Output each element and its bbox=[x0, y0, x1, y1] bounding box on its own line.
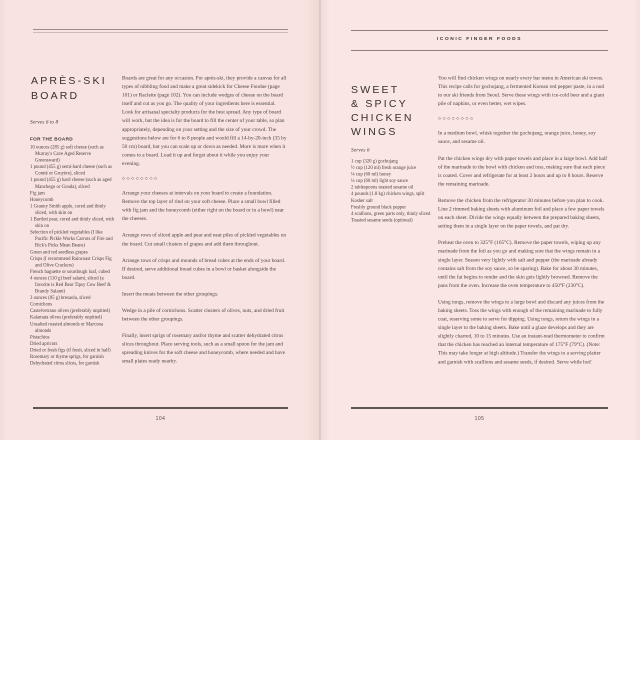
recipe-title-line: & SPICY bbox=[351, 98, 408, 110]
recipe-title-right bbox=[351, 83, 414, 139]
recipe-title-line: BOARD bbox=[31, 90, 80, 102]
ingredient-item: ¼ cup (60 ml) honey bbox=[351, 171, 392, 178]
ingredient-item: 1 pound (455 g) semi-hard cheese (such as Comté or Gruyère), sliced bbox=[30, 164, 112, 177]
recipe-title-line: APRÈS-SKI bbox=[31, 75, 107, 87]
method-step: Wedge in a pile of cornichons. Scatter clusters of olives, nuts, and dried fruit between the other groupings. bbox=[122, 307, 285, 323]
method-steps-right bbox=[438, 129, 608, 366]
method-step: In a medium bowl, whisk together the gochujang, orange juice, honey, soy sauce, and sesame oil. bbox=[438, 130, 596, 145]
method-step: Arrange rows of sliced apple and pear and neat piles of pickled vegetables on the board. Cut small clusters of grapes and add them throughout. bbox=[122, 232, 286, 247]
ingredient-item: Green and red seedless grapes bbox=[30, 249, 88, 255]
ingredients-list-left bbox=[30, 144, 116, 367]
method-steps-left bbox=[122, 189, 288, 366]
ingredient-item: Kalamata olives (preferably unpitted) bbox=[30, 314, 103, 321]
ingredient-item: Dried or fresh figs (if fresh, sliced in half) bbox=[30, 347, 111, 353]
recipe-title-line: CHICKEN bbox=[351, 112, 414, 124]
right-footer-rule bbox=[351, 407, 608, 409]
ingredient-item: 4 ounces (110 g) beef salami, sliced (a favorite is Red Bear Tipsy Cow Beef & Brandy Salami) bbox=[30, 275, 111, 295]
method-step: Arrange rows of crisps and mounds of bread cubes at the ends of your board. If desired, serve additional bread cubes in a bowl or basket alongside the board. bbox=[122, 257, 286, 281]
method-step: Finally, insert sprigs of rosemary and/or thyme and scatter dehydrated citrus slices throughout. Place serving tools, such as a small spoon for the jam and spreading knives for the soft cheese and honeycomb, where needed and have small plates ready nearby. bbox=[122, 333, 285, 365]
ingredient-item: Kosher salt bbox=[351, 197, 373, 204]
ingredients-list-right bbox=[351, 158, 437, 223]
page-gutter-fold bbox=[319, 0, 321, 440]
left-header-rule-shadow bbox=[33, 32, 288, 33]
ingredient-item: 1 cup (320 g) gochujang bbox=[351, 158, 398, 164]
ingredient-item: Selection of pickled vegetables (I like Pacific Pickle Works Carrots of Fire and Rick's Picks Mean Beans) bbox=[30, 229, 113, 249]
ingredient-item: French baguette or sourdough loaf, cubed bbox=[30, 268, 110, 275]
ingredient-item: Pistachios bbox=[30, 334, 50, 340]
method-step: Insert the meats between the other groupings. bbox=[122, 291, 219, 297]
recipe-title-left bbox=[31, 74, 107, 104]
recipe-title-line: WINGS bbox=[351, 126, 398, 138]
ingredient-item: 1 Bartlett pear, cored and thinly sliced, with skin on bbox=[30, 216, 115, 229]
section-divider-ornament: ◇◇◇◇◇◇◇◇ bbox=[438, 116, 475, 121]
method-right bbox=[438, 74, 608, 366]
ingredient-item: 1 pound (455 g) hard cheese (such as aged Manchego or Gouda), sliced bbox=[30, 177, 112, 190]
ingredient-item: Dried apricots bbox=[30, 340, 58, 347]
serves-note-left: Serves 6 to 8 bbox=[30, 119, 59, 125]
ingredient-item: Unsalted roasted almonds or Marcona almonds bbox=[30, 321, 103, 334]
chapter-header: ICONIC FINGER FOODS bbox=[436, 36, 523, 42]
left-page bbox=[0, 0, 320, 440]
recipe-title-line: SWEET bbox=[351, 84, 400, 96]
right-page bbox=[320, 0, 640, 440]
ingredient-item: 10 ounces (285 g) soft cheese (such as Murray's Cave Aged Reserve Greensward) bbox=[30, 144, 104, 164]
method-intro-left: Boards are great for any occasion. For après-ski, they provide a canvas for all types of nibbling food and make a great sidekick for Cheese Fondue (page 101) or Raclette (page 102). You can include wedges of cheese on the board itself and cut as you go. The quality of your ingredients here is essential. Look for artisanal specialty products for the best spread. Any type of board will work, but the idea is for the board to fill the center of your table, so plan appropriately, depending on your setting and the size of your crowd. The suggestions below are for 6 to 8 people and would fill a 14-by-20-inch (35 by 50 cm) board, but you can scale up or down as needed. More is more when it comes to a board. Load it up and forget about it while you enjoy your evening. bbox=[122, 75, 287, 167]
ingredient-item: 4 pounds (1.8 kg) chicken wings, split bbox=[351, 191, 425, 197]
ingredient-item: Dehydrated citrus slices, for garnish bbox=[30, 360, 100, 367]
ingredients-header-left: FOR THE BOARD bbox=[30, 136, 73, 142]
method-step: Arrange your cheeses at intervals on your board to create a foundation. Remove the top layer of rind on your soft cheese. Place a small bowl filled with fig jam and the honeycomb (either right on the board or in a bowl) near the cheeses. bbox=[122, 190, 284, 222]
ingredient-item: 3 ounces (85 g) bresaola, sliced bbox=[30, 295, 91, 301]
ingredient-item: ½ cup (120 ml) fresh orange juice bbox=[351, 165, 417, 171]
ingredient-item: Fig jam bbox=[30, 190, 45, 196]
left-footer-rule bbox=[33, 407, 288, 409]
ingredient-item: 4 scallions, green parts only, thinly sliced bbox=[351, 210, 431, 217]
ingredient-item: Rosemary or thyme sprigs, for garnish bbox=[30, 354, 104, 360]
method-step: Remove the chicken from the refrigerator 30 minutes before you plan to cook. Line 2 rimmed baking sheets with aluminum foil and place a few paper towels on each sheet. Divide the wings equally between the prepared baking sheets, setting them in a single layer on the paper towels, and pat dry. bbox=[438, 197, 605, 230]
ingredient-item: Cornichons bbox=[30, 301, 53, 308]
ingredient-item: 2 tablespoons toasted sesame oil bbox=[351, 184, 414, 191]
ingredient-item: Freshly ground black pepper bbox=[351, 204, 407, 210]
ingredient-item: Castelvetrano olives (preferably unpitted) bbox=[30, 308, 111, 314]
method-step: Preheat the oven to 325°F (165°C). Remove the paper towels, wiping up any marinade from the foil as you go and making sure that the wings remain in a single layer. Season very lightly with salt and pepper (the marinade already contains salt from the soy sauce, so be sparing). Bake for about 30 minutes, until the fat begins to render and the skin gets lightly browned. Remove the pans from the oven. Increase the oven temperature to 450°F (230°C). bbox=[438, 240, 601, 289]
method-step: Using tongs, remove the wings to a large bowl and discard any juices from the baking sheets. Toss the wings with enough of the remaining marinade to fully coat, reserving some to serve for dipping. Using tongs, return the wings in a single layer to the baking sheets. Bake until a glaze develops and they are slightly charred, 10 to 15 minutes. Use an instant-read thermometer to confirm that the chicken has reached an internal temperature of 175°F (79°C). (Note: This may take longer at high altitude.) Transfer the wings to a serving platter and garnish with scallions and sesame seeds, if desired. Serve while hot! bbox=[438, 299, 605, 365]
ingredient-item: ¼ cup (60 ml) light soy sauce bbox=[351, 178, 408, 184]
ingredient-item: Crisps (I recommend Raincoast Crisps Fig and Olive Crackers) bbox=[30, 255, 112, 268]
section-divider-ornament: ◇◇◇◇◇◇◇◇ bbox=[122, 176, 159, 181]
serves-note-right: Serves 6 bbox=[351, 147, 370, 153]
ingredient-item: Toasted sesame seeds (optional) bbox=[351, 217, 413, 223]
page-number-left: 104 bbox=[155, 416, 166, 422]
method-left bbox=[122, 74, 288, 366]
left-header-rule bbox=[33, 29, 288, 30]
method-intro-right: You will find chicken wings on nearly every bar menu in American ski towns. This recipe calls for gochujang, a fermented Korean red pepper paste, in a nod to our ski friends from Seoul. Serve these wings with ice-cold beer and a giant pile of napkins, or even better, wet wipes. bbox=[438, 75, 605, 107]
method-step: Pat the chicken wings dry with paper towels and place in a large bowl. Add half of the marinade to the bowl with chicken and toss, making sure that each piece is coated. Cover and refrigerate for at least 2 hours and up to 8 hours. Reserve the remaining marinade. bbox=[438, 155, 608, 187]
right-header-rule-top bbox=[351, 30, 608, 31]
right-header-rule-bottom bbox=[351, 50, 608, 51]
ingredient-item: Honeycomb bbox=[30, 196, 54, 203]
page-number-right: 105 bbox=[474, 416, 485, 422]
ingredient-item: 1 Granny Smith apple, cored and thinly sliced, with skin on bbox=[30, 203, 106, 216]
